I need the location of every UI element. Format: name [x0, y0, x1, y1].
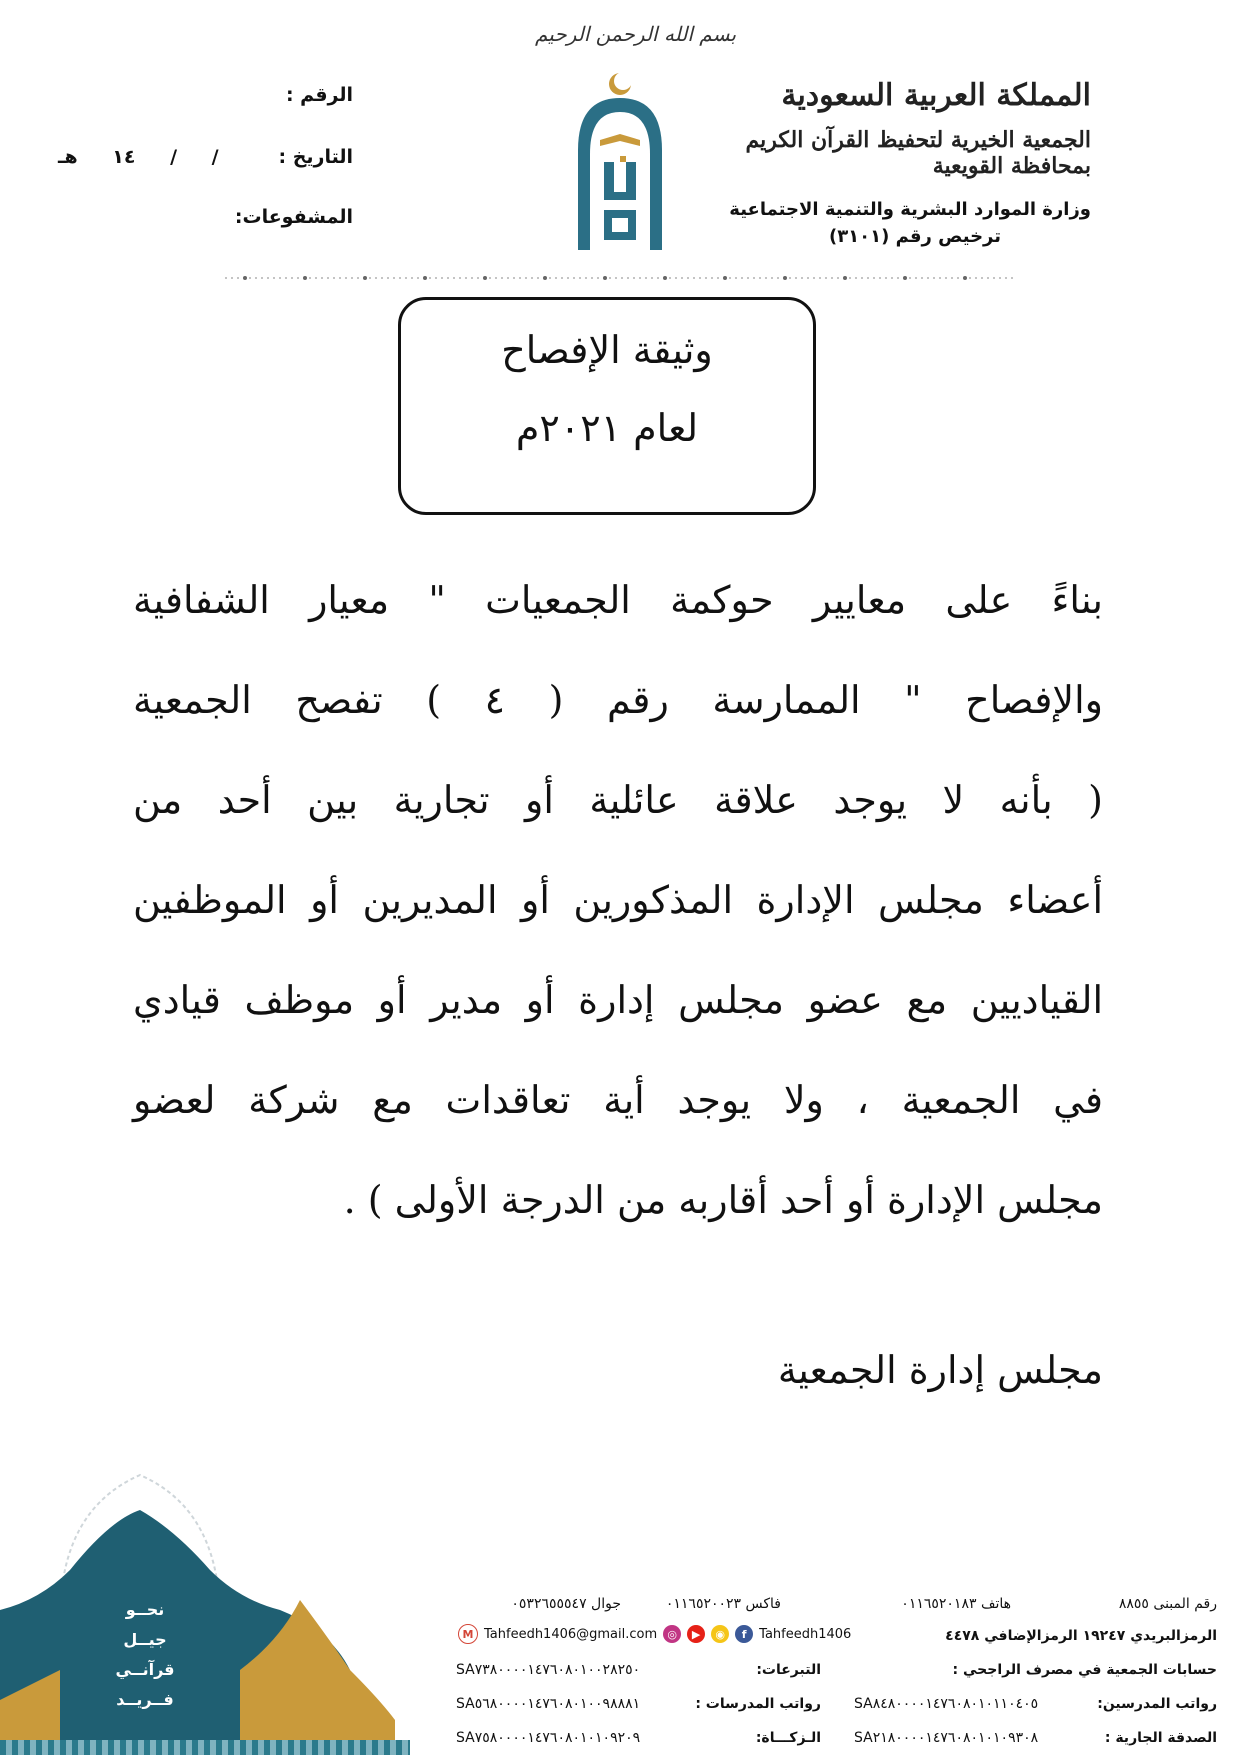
social-row: [458, 1624, 851, 1644]
social-handle[interactable]: Tahfeedh1406: [759, 1626, 852, 1642]
slogan-line: جيــل: [123, 1630, 167, 1649]
phone-number: هاتف ٠١١٦٥٢٠١٨٣: [901, 1596, 1011, 1612]
accounts-label: حسابات الجمعية في مصرف الراجحي :: [952, 1662, 1217, 1678]
female-teachers-label: رواتب المدرسات :: [695, 1696, 821, 1712]
zakat-iban: SA٧٥٨٠٠٠٠١٤٧٦٠٨٠١٠١٠٩٢٠٩: [456, 1730, 641, 1746]
zakat-label: الـزكـــاة:: [755, 1730, 821, 1746]
gmail-icon: M: [458, 1624, 478, 1644]
signature: مجلس إدارة الجمعية: [777, 1348, 1103, 1392]
snapchat-icon[interactable]: ◉: [711, 1625, 729, 1643]
attachments-label: المشفوعات:: [234, 206, 353, 228]
number-label: الرقم :: [285, 84, 353, 106]
donations-label: التبرعات:: [756, 1662, 821, 1678]
slogan-line: نحــو: [125, 1600, 165, 1619]
ministry-name: وزارة الموارد البشرية والتنمية الاجتماعية: [729, 199, 1091, 220]
body-line: والإفصاح " الممارسة رقم ( ٤ ) تفصح الجمعية: [133, 678, 1103, 722]
instagram-icon[interactable]: ◎: [663, 1625, 681, 1643]
female-teachers-iban: SA٥٦٨٠٠٠٠١٤٧٦٠٨٠١٠٠٩٨٨٨١: [456, 1696, 641, 1712]
facebook-icon[interactable]: f: [735, 1625, 753, 1643]
building-number: رقم المبنى ٨٨٥٥: [1118, 1596, 1217, 1612]
body-line: في الجمعية ، ولا يوجد أية تعاقدات مع شركة لعضو: [133, 1078, 1103, 1122]
association-name: الجمعية الخيرية لتحفيظ القرآن الكريم بمحافظة القويعية: [745, 127, 1091, 179]
slogan-line: قرآنــي: [115, 1660, 175, 1679]
footer-dome-illustration: [0, 1470, 420, 1755]
kingdom-name: المملكة العربية السعودية: [781, 78, 1091, 113]
email-address[interactable]: Tahfeedh1406@gmail.com: [484, 1626, 658, 1642]
teachers-label: رواتب المدرسين:: [1097, 1696, 1217, 1712]
header-organization: [671, 78, 1091, 247]
fax-number: فاكس ٠١١٦٥٢٠٠٢٣: [665, 1596, 781, 1612]
mobile-number: جوال ٠٥٣٢٦٥٥٥٤٧: [511, 1596, 621, 1612]
decorative-bar: [0, 1740, 410, 1755]
date-label: التاريخ :: [278, 146, 353, 168]
charity-iban: SA٢١٨٠٠٠٠١٤٧٦٠٨٠١٠١٠٩٣٠٨: [854, 1730, 1039, 1746]
document-year: لعام ٢٠٢١م: [515, 406, 699, 450]
document-title: وثيقة الإفصاح: [501, 328, 713, 372]
document-title-box: [398, 297, 816, 515]
ornamental-divider: [225, 272, 1015, 284]
slogan-line: فــريــد: [116, 1690, 174, 1709]
license-number: ترخيص رقم (٣١٠١): [828, 226, 1001, 247]
body-line: مجلس الإدارة أو أحد أقاربه من الدرجة الأولى ) .: [343, 1178, 1103, 1222]
charity-label: الصدقة الجارية :: [1104, 1730, 1217, 1746]
body-line: ( بأنه لا يوجد علاقة عائلية أو تجارية بين أحد من: [133, 778, 1103, 822]
teachers-iban: SA٨٤٨٠٠٠٠١٤٧٦٠٨٠١٠١١٠٤٠٥: [854, 1696, 1039, 1712]
association-logo: [560, 70, 680, 255]
body-line: بناءً على معايير حوكمة الجمعيات " معيار الشفافية: [133, 578, 1103, 622]
youtube-icon[interactable]: ▶: [687, 1625, 705, 1643]
postal-code: الرمزالبريدي ١٩٢٤٧ الرمزالإضافي ٤٤٧٨: [945, 1628, 1217, 1644]
donations-iban: SA٧٣٨٠٠٠٠١٤٧٦٠٨٠١٠٠٢٨٢٥٠: [456, 1662, 641, 1678]
body-line: أعضاء مجلس الإدارة المذكورين أو المديرين أو الموظفين: [133, 878, 1103, 922]
body-line: القياديين مع عضو مجلس إدارة أو مدير أو موظف قيادي: [133, 978, 1103, 1022]
date-value: / / ١٤ هـ: [58, 146, 219, 168]
basmala: بسم الله الرحمن الرحيم: [535, 22, 737, 46]
